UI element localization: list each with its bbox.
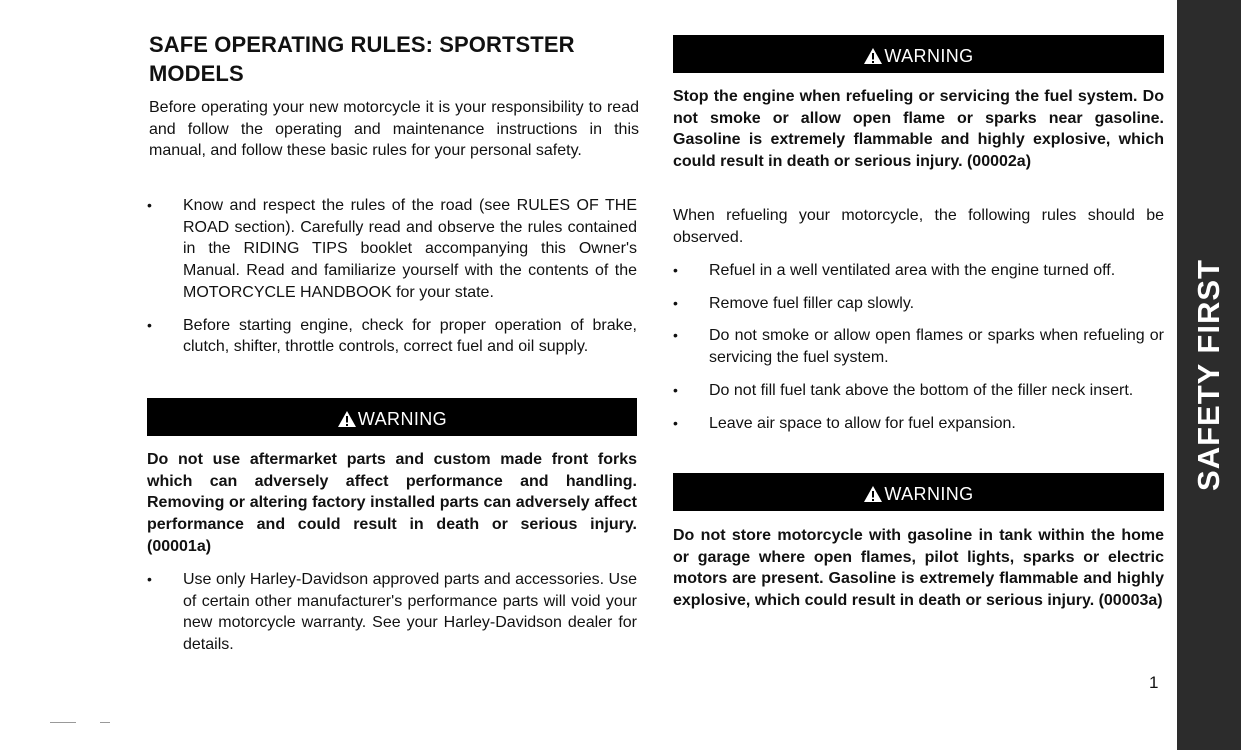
list-item-text: Do not fill fuel tank above the bottom of the filler neck insert. [709,381,1134,399]
list-item [673,260,1164,282]
warning-banner [673,35,1164,73]
warning-triangle-icon [863,485,883,503]
page-number: 1 [1149,673,1159,692]
list-item [147,569,637,656]
refuel-intro-paragraph: When refueling your motorcycle, the following rules should be observed. [673,207,1164,246]
refuel-bullet-list [673,260,1164,434]
bullet-icon: • [147,316,152,333]
bullet-icon: • [673,327,678,344]
warning-text: Do not store motorcycle with gasoline in tank within the home or garage where open flames, pilot lights, sparks or electric motors are present. Gasoline is extremely flammable and highly explosive, which could result in death or serious injury. (00003a) [673,527,1164,610]
list-item-text: Leave air space to allow for fuel expansion. [709,414,1016,432]
list-item-text: Do not smoke or allow open flames or sparks when refueling or servicing the fuel system. [709,327,1164,367]
left-bullet-list-2 [147,569,637,656]
list-item-text: Use only Harley-Davidson approved parts and accessories. Use of certain other manufacturer's performance parts will void your new motorcycle warranty. See your Harley-Davidson dealer for details. [183,571,637,654]
warning-banner [673,473,1164,511]
list-item-text: Know and respect the rules of the road (see RULES OF THE ROAD section). Carefully read and observe the rules contained in the RIDING TIPS booklet accompanying this Owner's Manual. Read and familiarize yourself with the contents of the MOTORCYCLE HANDBOOK for your state. [183,197,637,301]
warning-label: WARNING [357,408,448,429]
left-bullet-list [147,195,637,358]
footer-rule [50,722,76,723]
list-item [673,293,1164,315]
warning-label: WARNING [884,483,974,504]
warning-triangle-icon [337,410,357,428]
warning-label: WARNING [884,45,974,66]
list-item [673,325,1164,368]
list-item-text: Refuel in a well ventilated area with the engine turned off. [709,262,1116,279]
intro-paragraph: Before operating your new motorcycle it is your responsibility to read and follow the operating and maintenance instructions in this manual, and follow these basic rules for your personal safety. [149,99,639,160]
warning-triangle-icon [863,47,883,65]
bullet-icon: • [673,262,678,278]
list-item [673,380,1164,402]
section-tab-label: SAFETY FIRST [1191,259,1226,491]
page-title: SAFE OPERATING RULES: SPORTSTER MODELS [149,32,575,86]
list-item [147,195,637,304]
warning-banner [147,398,637,436]
bullet-icon: • [147,197,152,213]
list-item-text: Remove fuel filler cap slowly. [709,294,915,312]
list-item [147,315,637,358]
list-item [673,413,1164,435]
footer-rule [100,722,110,723]
bullet-icon: • [673,381,678,398]
warning-text: Do not use aftermarket parts and custom made front forks which can adversely affect performance and handling. Removing or altering factory installed parts can adversely affect performance and could result in death or serious injury. (00001a) [147,451,637,555]
bullet-icon: • [673,414,678,431]
bullet-icon: • [147,571,152,587]
list-item-text: Before starting engine, check for proper operation of brake, clutch, shifter, throttle controls, correct fuel and oil supply. [183,316,637,356]
bullet-icon: • [673,294,678,311]
warning-text: Stop the engine when refueling or servicing the fuel system. Do not smoke or allow open flame or sparks near gasoline. Gasoline is extremely flammable and highly explosive, which could result in death or serious injury. (00002a) [673,88,1164,171]
